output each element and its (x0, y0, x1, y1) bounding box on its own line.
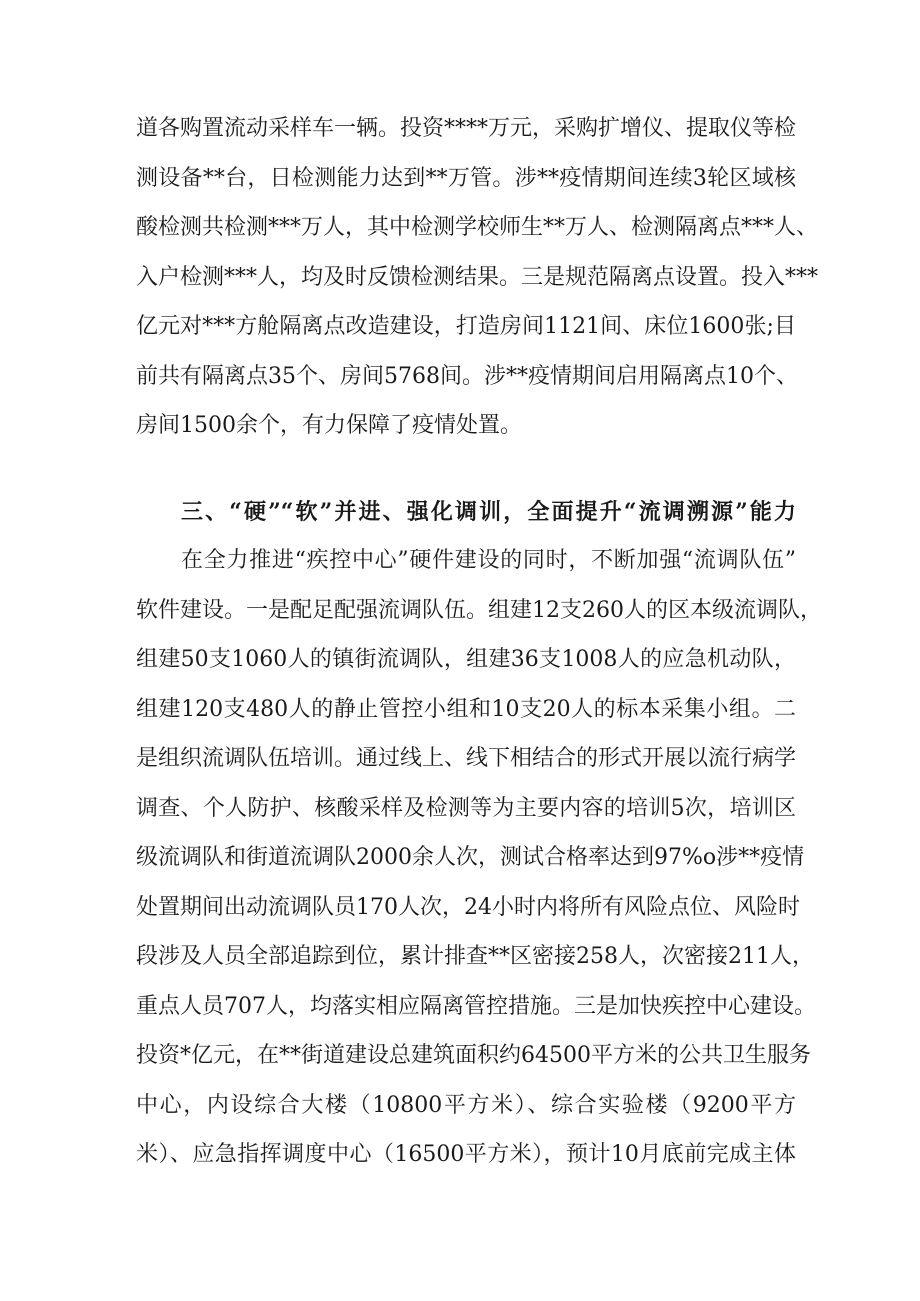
text-line: 酸检测共检测***万人，其中检测学校师生**万人、检测隔离点***人、 (136, 215, 819, 240)
text-line: 软件建设。一是配足配强流调队伍。组建12支260人的区本级流调队， (136, 598, 822, 623)
text-line: 是组织流调队伍培训。通过线上、线下相结合的形式开展以流行病学 (136, 746, 797, 771)
text-line: 调查、个人防护、核酸采样及检测等为主要内容的培训5次，培训区 (136, 796, 796, 821)
text-line: 房间1500余个，有力保障了疫情处置。 (136, 413, 522, 438)
text-line: 测设备**台，日检测能力达到**万管。涉**疫情期间连续3轮区域核 (136, 166, 796, 191)
text-line: 处置期间出动流调队员170人次，24小时内将所有风险点位、风险时 (136, 895, 800, 920)
text-line: 组建120支480人的静止管控小组和10支20人的标本采集小组。二 (136, 697, 796, 722)
text-line: 亿元对***方舱隔离点改造建设，打造房间1121间、床位1600张;目 (136, 314, 796, 339)
text-line: 在全力推进“疾控中心”硬件建设的同时，不断加强“流调队伍” (181, 548, 796, 573)
text-line: 组建50支1060人的镇街流调队，组建36支1008人的应急机动队， (136, 647, 796, 672)
text-line: 米）、应急指挥调度中心（16500平方米），预计10月底前完成主体 (136, 1142, 796, 1167)
text-line: 投资*亿元，在**街道建设总建筑面积约64500平方米的公共卫生服务 (136, 1043, 811, 1068)
text-line: 重点人员707人，均落实相应隔离管控措施。三是加快疾控中心建设。 (136, 994, 816, 1019)
text-line: 入户检测***人，均及时反馈检测结果。三是规范隔离点设置。投入*** (136, 265, 819, 290)
text-line: 级流调队和街道流调队2000余人次，测试合格率达到97%o涉**疫情 (136, 845, 805, 870)
text-line: 前共有隔离点35个、房间5768间。涉**疫情期间启用隔离点10个、 (136, 364, 798, 389)
text-line: 中心，内设综合大楼（10800平方米）、综合实验楼（9200平方 (136, 1093, 796, 1118)
section-heading: 三、“硬”“软”并进、强化调训，全面提升“流调溯源”能力 (181, 499, 796, 525)
text-line: 道各购置流动采样车一辆。投资****万元，采购扩增仪、提取仪等检 (136, 116, 797, 141)
text-line: 段涉及人员全部追踪到位，累计排查**区密接258人，次密接211人， (136, 944, 814, 969)
